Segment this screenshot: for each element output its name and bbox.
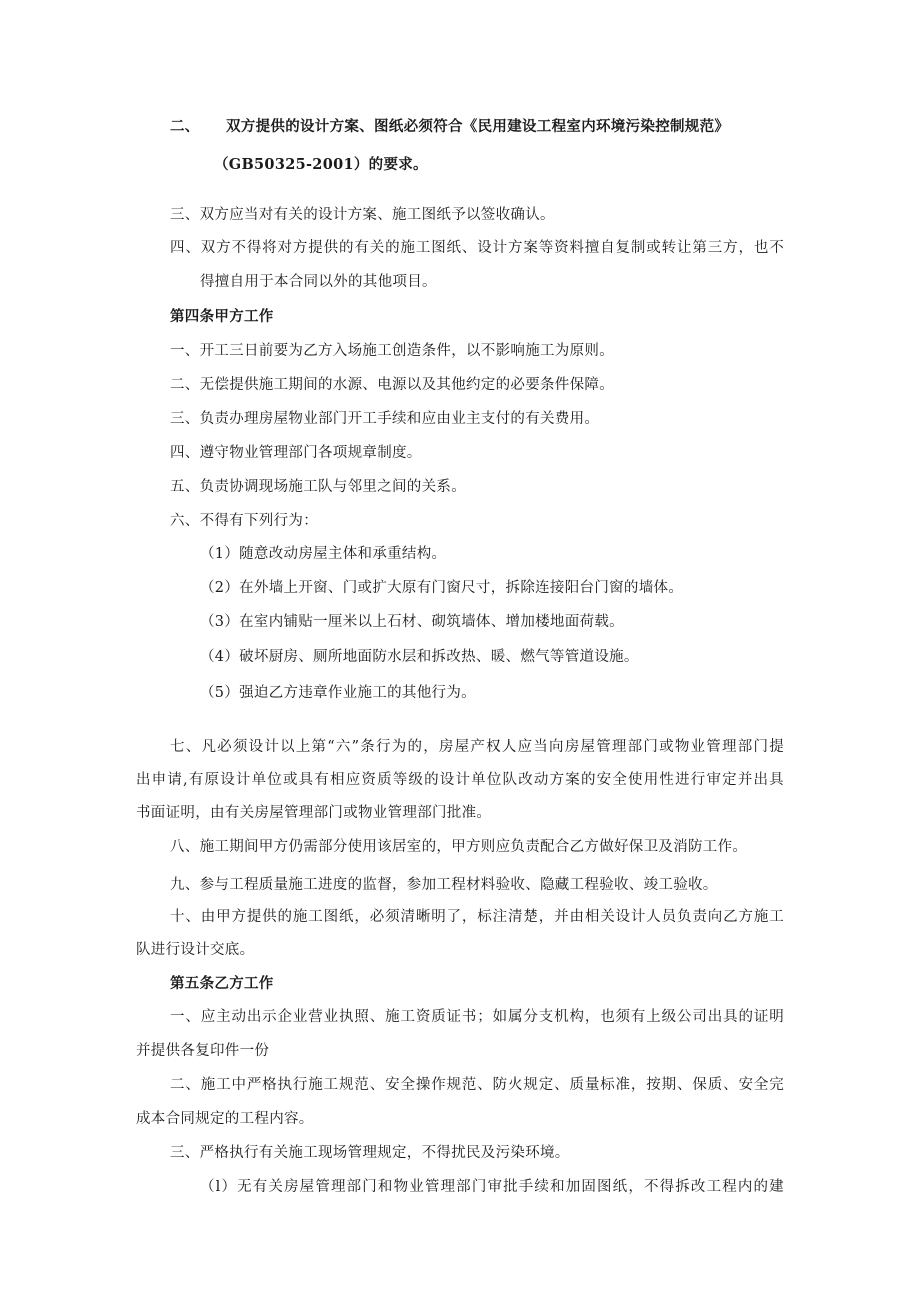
article4-item10-line2: 队进行设计交底。 (136, 942, 255, 958)
article4-subitem: （1）随意改动房屋主体和承重结构。 (200, 546, 447, 562)
article4-item: 三、负责办理房屋物业部门开工手续和应由业主支付的有关费用。 (170, 411, 600, 427)
article4-item: 四、遵守物业管理部门各项规章制度。 (170, 445, 422, 461)
item4-text-line1: 四、双方不得将对方提供的有关的施工图纸、设计方案等资料擅自复制或转让第三方，也不 (170, 240, 784, 256)
item4-text-line2: 得擅自用于本合同以外的其他项目。 (200, 274, 437, 290)
article4-subitem: （3）在室内铺贴一厘米以上石材、砌筑墙体、增加楼地面荷载。 (200, 614, 624, 630)
item2-text-line2: （GB50325-2001）的要求。 (214, 156, 428, 173)
article4-subitem: （5）强迫乙方违章作业施工的其他行为。 (200, 685, 476, 701)
article5-item3: 三、严格执行有关施工现场管理规定，不得扰民及污染环境。 (170, 1145, 570, 1161)
article4-subitem: （2）在外墙上开窗、门或扩大原有门窗尺寸，拆除连接阳台门窗的墙体。 (200, 580, 684, 596)
article5-item2-line2: 成本合同规定的工程内容。 (136, 1111, 314, 1127)
item2-text-line1: 双方提供的设计方案、图纸必须符合《民用建设工程室内环境污染控制规范》 (226, 118, 730, 135)
article4-item10-line1: 十、由甲方提供的施工图纸，必须清晰明了，标注清楚，并由相关设计人员负责向乙方施工 (170, 909, 784, 925)
article4-item: 二、无偿提供施工期间的水源、电源以及其他约定的必要条件保障。 (170, 377, 614, 393)
article4-item: 五、负责协调现场施工队与邻里之间的关系。 (170, 479, 466, 495)
article4-item9: 九、参与工程质量施工进度的监督，参加工程材料验收、隐藏工程验收、竣工验收。 (170, 877, 718, 893)
article4-item: 六、不得有下列行为： (170, 513, 318, 529)
item3-text: 三、双方应当对有关的设计方案、施工图纸予以签收确认。 (170, 207, 555, 223)
article5-item1-line1: 一、应主动出示企业营业执照、施工资质证书；如属分支机构，也须有上级公司出具的证明 (170, 1009, 784, 1025)
article5-subitem1: （l）无有关房屋管理部门和物业管理部门审批手续和加固图纸，不得拆改工程内的建 (200, 1179, 784, 1195)
article5-heading: 第五条乙方工作 (170, 975, 274, 992)
article5-item1-line2: 并提供各复印件一份 (136, 1043, 270, 1059)
article4-item: 一、开工三日前要为乙方入场施工创造条件，以不影响施工为原则。 (170, 343, 614, 359)
article4-item7-line1: 七、凡必须设计以上第“六”条行为的，房屋产权人应当向房屋管理部门或物业管理部门提 (170, 739, 784, 755)
item2-number: 二、 (170, 118, 200, 135)
article4-item7-line3: 书面证明，由有关房屋管理部门或物业管理部门批准。 (136, 805, 492, 821)
article4-heading: 第四条甲方工作 (170, 308, 274, 325)
article4-item8: 八、施工期间甲方仍需部分使用该居室的，甲方则应负责配合乙方做好保卫及消防工作。 (170, 839, 748, 855)
article5-item2-line1: 二、施工中严格执行施工规范、安全操作规范、防火规定、质量标准，按期、保质、安全完 (170, 1077, 784, 1093)
article4-subitem: （4）破坏厨房、厕所地面防水层和拆改热、暖、燃气等管道设施。 (200, 649, 639, 665)
article4-item7-line2: 出申请,有原设计单位或具有相应资质等级的设计单位队改动方案的安全使用性进行审定并出具 (136, 772, 784, 788)
